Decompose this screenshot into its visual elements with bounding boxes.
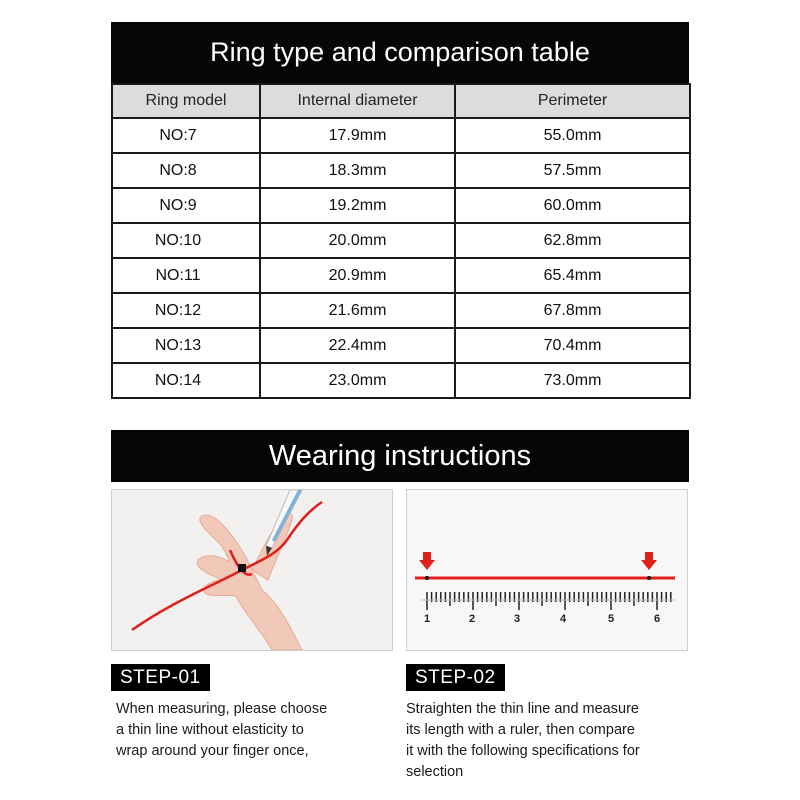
ring-size-table	[111, 83, 691, 399]
cell-model: NO:12	[112, 293, 260, 328]
cell-perimeter: 55.0mm	[455, 118, 690, 153]
cell-diameter: 23.0mm	[260, 363, 455, 398]
ruler-measuring-illustration	[406, 489, 688, 651]
cell-model: NO:10	[112, 223, 260, 258]
ruler-number: 2	[468, 613, 476, 625]
cell-diameter: 19.2mm	[260, 188, 455, 223]
cell-model: NO:7	[112, 118, 260, 153]
cell-perimeter: 62.8mm	[455, 223, 690, 258]
column-header-diameter: Internal diameter	[260, 84, 455, 118]
description-line: its length with a ruler, then compare	[406, 722, 635, 738]
cell-model: NO:8	[112, 153, 260, 188]
cell-model: NO:11	[112, 258, 260, 293]
cell-perimeter: 67.8mm	[455, 293, 690, 328]
description-line: it with the following specifications for	[406, 743, 640, 759]
cell-diameter: 17.9mm	[260, 118, 455, 153]
description-line: selection	[406, 764, 464, 780]
description-line: wrap around your finger once,	[116, 743, 309, 759]
ruler-number: 1	[423, 613, 431, 625]
description-line: a thin line without elasticity to	[116, 722, 304, 738]
table-row	[112, 223, 690, 258]
cell-model: NO:13	[112, 328, 260, 363]
cell-diameter: 18.3mm	[260, 153, 455, 188]
table-header-row	[112, 84, 690, 118]
table-row	[112, 328, 690, 363]
table-row	[112, 258, 690, 293]
step-02-text: STEP-02	[415, 666, 496, 688]
cell-diameter: 20.9mm	[260, 258, 455, 293]
step-01-text: STEP-01	[120, 666, 201, 688]
cell-perimeter: 57.5mm	[455, 153, 690, 188]
step-01-description	[116, 699, 381, 762]
table-row	[112, 188, 690, 223]
wearing-title: Wearing instructions	[268, 439, 532, 472]
cell-perimeter: 70.4mm	[455, 328, 690, 363]
wearing-instructions-banner	[111, 430, 689, 482]
table-title-banner	[111, 22, 689, 83]
table-row	[112, 118, 690, 153]
hand-drawing	[112, 490, 392, 650]
ruler-number: 5	[607, 613, 615, 625]
ruler-number: 4	[559, 613, 567, 625]
step-02-label	[406, 664, 505, 691]
ruler-number: 3	[513, 613, 521, 625]
hand-measuring-illustration	[111, 489, 393, 651]
ruler-drawing	[407, 490, 687, 650]
table-row	[112, 153, 690, 188]
table-row	[112, 363, 690, 398]
cell-diameter: 20.0mm	[260, 223, 455, 258]
ruler-number: 6	[653, 613, 661, 625]
description-line: Straighten the thin line and measure	[406, 701, 639, 717]
cell-model: NO:14	[112, 363, 260, 398]
cell-perimeter: 65.4mm	[455, 258, 690, 293]
description-line: When measuring, please choose	[116, 701, 328, 717]
cell-diameter: 21.6mm	[260, 293, 455, 328]
column-header-model: Ring model	[112, 84, 260, 118]
cell-perimeter: 73.0mm	[455, 363, 690, 398]
step-02-description	[406, 699, 691, 783]
cell-diameter: 22.4mm	[260, 328, 455, 363]
cell-perimeter: 60.0mm	[455, 188, 690, 223]
table-title: Ring type and comparison table	[210, 37, 590, 67]
step-01-label	[111, 664, 210, 691]
table-row	[112, 293, 690, 328]
column-header-perimeter: Perimeter	[455, 84, 690, 118]
cell-model: NO:9	[112, 188, 260, 223]
